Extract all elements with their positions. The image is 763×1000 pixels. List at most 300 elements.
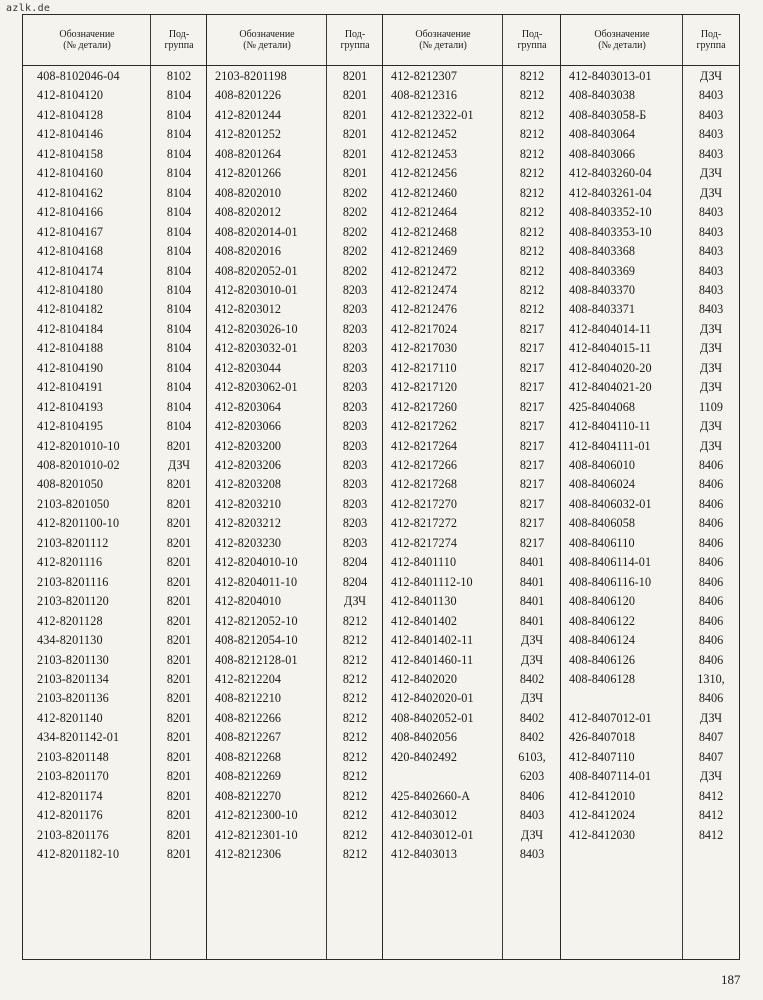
subgroup-cell: 8212 (342, 769, 368, 784)
subgroup-cell: 8201 (166, 691, 192, 706)
subgroup-cell: 8212 (342, 691, 368, 706)
subgroup-cell: 8217 (519, 341, 545, 356)
subgroup-cell: 8212 (342, 749, 368, 764)
subgroup-cell: 8212 (519, 263, 545, 278)
subgroup-cell: 8406 (698, 652, 724, 667)
part-number-cell: 408-8406122 (569, 613, 636, 628)
subgroup-cell: 8203 (342, 496, 368, 511)
subgroup-cell: 8201 (166, 788, 192, 803)
part-number-cell: 408-8212316 (391, 88, 458, 103)
subgroup-cell: ДЗЧ (699, 69, 723, 83)
subgroup-cell: 8201 (166, 769, 192, 784)
part-number-cell: 408-8406110 (569, 535, 635, 550)
subgroup-cell: 8201 (342, 127, 368, 142)
part-number-cell: 408-8406128 (569, 671, 636, 686)
subgroup-cell: 8412 (698, 788, 724, 803)
part-number-cell: 412-8217262 (391, 419, 458, 434)
subgroup-cell: 8104 (166, 244, 192, 259)
part-number-cell: 412-8104190 (37, 360, 104, 375)
part-number-cell: 412-8104146 (37, 127, 104, 142)
part-number-cell: 412-8203230 (215, 535, 282, 550)
part-number-cell: 2103-8201176 (37, 827, 109, 842)
part-number-cell: 412-8407110 (569, 749, 635, 764)
part-number-cell: 420-8402492 (391, 749, 458, 764)
subgroup-cell: 8402 (519, 671, 545, 686)
part-number-cell: 408-8202012 (215, 205, 282, 220)
subgroup-cell: ДЗЧ (699, 419, 723, 434)
subgroup-cell: 8401 (519, 555, 545, 570)
part-number-cell: 412-8201174 (37, 788, 103, 803)
part-number-cell: 412-8403260-04 (569, 166, 652, 181)
part-number-cell: 408-8212270 (215, 788, 282, 803)
part-number-cell: 408-8406120 (569, 594, 636, 609)
part-number-cell: 412-8201266 (215, 166, 282, 181)
subgroup-cell: 8104 (166, 224, 192, 239)
part-number-cell: 412-8104180 (37, 282, 104, 297)
part-number-cell: 412-8201182-10 (37, 847, 120, 861)
subgroup-cell: 8401 (519, 594, 545, 609)
subgroup-cell: 8201 (166, 827, 192, 842)
subgroup-cell: 8201 (166, 749, 192, 764)
part-number-cell: 425-8402660-А (391, 788, 471, 803)
subgroup-cell: 8201 (166, 594, 192, 609)
part-number-cell: 408-8212054-10 (215, 633, 298, 648)
part-number-cell: 412-8104158 (37, 146, 104, 161)
subgroup-cell: 8217 (519, 419, 545, 434)
part-number-cell: 412-8212456 (391, 166, 458, 181)
part-number-cell: 408-8406114-01 (569, 555, 652, 570)
part-number-cell: 412-8201176 (37, 808, 103, 823)
subgroup-cell: 8217 (519, 477, 545, 492)
subgroup-cell: 8212 (519, 146, 545, 161)
part-number-cell: 408-8201050 (37, 477, 104, 492)
part-number-cell: 412-8104162 (37, 185, 104, 200)
subgroup-cell: 8403 (698, 88, 724, 103)
subgroup-cell: 8203 (342, 535, 368, 550)
part-number-cell: 412-8404111-01 (569, 438, 651, 453)
subgroup-cell: 8203 (342, 438, 368, 453)
part-number-cell: 412-8401402 (391, 613, 458, 628)
subgroup-cell: 8212 (519, 127, 545, 142)
subgroup-cell: 8203 (342, 516, 368, 531)
subgroup-cell: ДЗЧ (699, 438, 723, 453)
header-part-number-1: Обозначение (№ детали) (59, 29, 115, 51)
subgroup-cell: 8204 (342, 574, 368, 589)
subgroup-cell: 8406 (698, 633, 724, 648)
subgroup-cell: 8402 (519, 710, 545, 725)
subgroup-cell: 1310, (697, 671, 725, 686)
subgroup-cell: 8217 (519, 516, 545, 531)
subgroup-cell: 8406 (698, 516, 724, 531)
subgroup-cell: 8217 (519, 458, 545, 472)
part-number-cell: 412-8404020-20 (569, 360, 652, 375)
subgroup-cell: ДЗЧ (520, 691, 544, 706)
subgroup-cell: 8203 (342, 282, 368, 297)
subgroup-cell: 8212 (342, 671, 368, 686)
subgroup-cell: 8407 (698, 749, 724, 764)
part-number-cell: 412-8212460 (391, 185, 458, 200)
subgroup-cell: 8217 (519, 496, 545, 511)
part-number-cell: 412-8212476 (391, 302, 458, 317)
subgroup-cell: 8104 (166, 321, 192, 336)
subgroup-cell: ДЗЧ (699, 166, 723, 181)
part-number-cell: 412-8217274 (391, 535, 458, 550)
subgroup-cell: 8403 (698, 107, 724, 122)
subgroup-cell: 8403 (698, 282, 724, 297)
subgroup-cell: 8203 (342, 321, 368, 336)
subgroup-cell: 8403 (519, 847, 545, 861)
part-number-cell: 412-8201010-10 (37, 438, 120, 453)
subgroup-cell: 8201 (166, 671, 192, 686)
part-number-cell: 408-8402056 (391, 730, 458, 745)
subgroup-cell: 8403 (698, 244, 724, 259)
part-number-cell: 412-8403012-01 (391, 827, 474, 842)
subgroup-cell: 8406 (519, 788, 545, 803)
subgroup-cell: 8201 (342, 166, 368, 181)
subgroup-cell: 8201 (166, 438, 192, 453)
part-number-cell: 408-8402052-01 (391, 710, 474, 725)
part-number-cell: 408-8102046-04 (37, 69, 120, 83)
subgroup-cell: 8212 (519, 166, 545, 181)
part-number-cell: 412-8104168 (37, 244, 104, 259)
subgroup-cell: 8406 (698, 477, 724, 492)
part-number-cell: 412-8212052-10 (215, 613, 298, 628)
part-number-cell: 412-8104182 (37, 302, 104, 317)
subgroup-cell: ДЗЧ (520, 652, 544, 667)
part-number-cell: 408-8406126 (569, 652, 636, 667)
part-number-cell: 412-8407012-01 (569, 710, 652, 725)
subgroup-cell: 8104 (166, 419, 192, 434)
subgroup-cell: 8104 (166, 302, 192, 317)
subgroup-cell: ДЗЧ (343, 594, 367, 609)
part-number-cell: 412-8401460-11 (391, 652, 474, 667)
part-number-cell: 412-8217260 (391, 399, 458, 414)
subgroup-cell: 8217 (519, 380, 545, 395)
subgroup-cell: 8201 (342, 69, 368, 83)
subgroup-cell: 8104 (166, 282, 192, 297)
part-number-cell: 2103-8201050 (37, 496, 110, 511)
part-number-cell: 2103-8201112 (37, 535, 109, 550)
part-number-cell: 412-8201116 (37, 555, 103, 570)
part-number-cell: 412-8217270 (391, 496, 458, 511)
part-number-cell: 412-8104174 (37, 263, 104, 278)
subgroup-cell: 8217 (519, 321, 545, 336)
part-number-cell: 412-8203208 (215, 477, 282, 492)
part-number-cell: 412-8212474 (391, 282, 458, 297)
part-number-cell: 425-8404068 (569, 399, 636, 414)
part-number-cell: 412-8212322-01 (391, 107, 474, 122)
subgroup-cell: 8104 (166, 263, 192, 278)
part-number-cell: 412-8401110 (391, 555, 457, 570)
part-number-cell: 412-8204010 (215, 594, 282, 609)
subgroup-cell (683, 845, 739, 864)
part-number-cell: 408-8403353-10 (569, 224, 652, 239)
part-number-cell: 412-8201128 (37, 613, 103, 628)
part-number-cell: 408-8202010 (215, 185, 282, 200)
subgroup-cell: 8212 (519, 107, 545, 122)
subgroup-cell: 8406 (698, 691, 724, 706)
part-number-cell: 2103-8201120 (37, 594, 109, 609)
subgroup-cell: 8212 (342, 730, 368, 745)
part-number-cell: 408-8403038 (569, 88, 636, 103)
part-number-cell: 408-8212210 (215, 691, 282, 706)
subgroup-cell: 8203 (342, 399, 368, 414)
subgroup-cell: 8212 (342, 652, 368, 667)
subgroup-cell: 8212 (342, 808, 368, 823)
part-number-cell: 412-8403013-01 (569, 69, 652, 83)
subgroup-cell: 8217 (519, 399, 545, 414)
part-number-cell: 2103-8201170 (37, 769, 109, 784)
part-number-cell: 412-8201252 (215, 127, 282, 142)
part-number-cell: 408-8407114-01 (569, 769, 652, 784)
subgroup-cell: 8212 (519, 224, 545, 239)
subgroup-cell: 8403 (698, 263, 724, 278)
header-subgroup-2: Под- группа (340, 29, 370, 51)
header-part-number-3: Обозначение (№ детали) (415, 29, 471, 51)
subgroup-cell: 8104 (166, 399, 192, 414)
subgroup-cell: 8104 (166, 360, 192, 375)
part-number-cell: 408-8201226 (215, 88, 282, 103)
subgroup-cell: 8202 (342, 224, 368, 239)
part-number-cell: 412-8104188 (37, 341, 104, 356)
part-number-cell: 426-8407018 (569, 730, 636, 745)
part-number-cell: 412-8203010-01 (215, 282, 298, 297)
subgroup-cell: 8201 (166, 555, 192, 570)
subgroup-cell: 8201 (342, 88, 368, 103)
part-number-cell: 412-8212307 (391, 69, 458, 83)
subgroup-cell: 8201 (166, 652, 192, 667)
part-number-cell: 408-8403371 (569, 302, 636, 317)
subgroup-cell: 8212 (519, 205, 545, 220)
subgroup-cell: 8403 (698, 205, 724, 220)
part-number-cell: 408-8403064 (569, 127, 636, 142)
subgroup-cell: ДЗЧ (699, 185, 723, 200)
subgroup-cell: 8212 (342, 633, 368, 648)
subgroup-cell: ДЗЧ (520, 633, 544, 648)
subgroup-cell: 8104 (166, 341, 192, 356)
part-number-cell: 408-8403368 (569, 244, 636, 259)
part-number-cell: 412-8212468 (391, 224, 458, 239)
part-number-cell: 412-8212472 (391, 263, 458, 278)
subgroup-cell: 6203 (519, 769, 545, 784)
subgroup-cell: 8212 (519, 185, 545, 200)
part-number-cell: 408-8202014-01 (215, 224, 298, 239)
subgroup-cell: 8217 (519, 360, 545, 375)
subgroup-cell: 8403 (698, 146, 724, 161)
subgroup-cell: 8403 (698, 224, 724, 239)
part-number-cell: 408-8406124 (569, 633, 636, 648)
part-number-cell: 408-8212268 (215, 749, 282, 764)
part-number-cell: 412-8402020-01 (391, 691, 474, 706)
subgroup-cell: 8201 (166, 574, 192, 589)
part-number-cell: 412-8203062-01 (215, 380, 298, 395)
subgroup-cell: 8201 (166, 633, 192, 648)
subgroup-cell: ДЗЧ (699, 360, 723, 375)
part-number-cell: 412-8212453 (391, 146, 458, 161)
subgroup-cell: 8201 (166, 808, 192, 823)
part-number-cell: 408-8212266 (215, 710, 282, 725)
part-number-cell: 408-8202016 (215, 244, 282, 259)
part-number-cell: 408-8403370 (569, 282, 636, 297)
subgroup-cell: 8201 (166, 730, 192, 745)
part-number-cell: 412-8203212 (215, 516, 282, 531)
part-number-cell: 2103-8201136 (37, 691, 109, 706)
subgroup-cell: 8104 (166, 380, 192, 395)
subgroup-cell: 8203 (342, 341, 368, 356)
part-number-cell: 408-8406024 (569, 477, 636, 492)
subgroup-cell: 8204 (342, 555, 368, 570)
parts-index-table (22, 14, 740, 960)
part-number-cell: 412-8204011-10 (215, 574, 298, 589)
subgroup-cell: 8403 (698, 302, 724, 317)
header-divider (23, 65, 739, 66)
part-number-cell: 408-8403058-Б (569, 107, 647, 122)
part-number-cell: 412-8201140 (37, 710, 103, 725)
subgroup-cell: 8212 (519, 302, 545, 317)
subgroup-cell: 8102 (166, 69, 192, 83)
header-part-number-2: Обозначение (№ детали) (239, 29, 295, 51)
part-number-cell: 412-8217030 (391, 341, 458, 356)
subgroup-cell: ДЗЧ (520, 827, 544, 842)
part-number-cell: 412-8403012 (391, 808, 458, 823)
subgroup-cell: ДЗЧ (699, 341, 723, 356)
subgroup-cell: 8104 (166, 205, 192, 220)
part-number-cell: 408-8212267 (215, 730, 282, 745)
subgroup-cell: 8403 (698, 127, 724, 142)
part-number-cell: 412-8217272 (391, 516, 458, 531)
subgroup-cell: 8212 (342, 847, 368, 861)
part-number-cell: 412-8104167 (37, 224, 104, 239)
subgroup-cell: 8406 (698, 574, 724, 589)
subgroup-cell: 8104 (166, 107, 192, 122)
part-number-cell: 408-8212128-01 (215, 652, 298, 667)
part-number-cell: 408-8201010-02 (37, 458, 120, 472)
subgroup-cell: 8212 (342, 827, 368, 842)
subgroup-cell: 8203 (342, 458, 368, 472)
subgroup-cell: 8406 (698, 496, 724, 511)
part-number-cell: 412-8401112-10 (391, 574, 473, 589)
part-number-cell: 412-8203210 (215, 496, 282, 511)
part-number-cell: 412-8203206 (215, 458, 282, 472)
subgroup-cell: 8212 (342, 613, 368, 628)
part-number-cell: 412-8217264 (391, 438, 458, 453)
subgroup-cell: 8402 (519, 730, 545, 745)
part-number-cell: 412-8104193 (37, 399, 104, 414)
part-number-cell: 412-8104166 (37, 205, 104, 220)
subgroup-cell: 8401 (519, 613, 545, 628)
subgroup-cell: ДЗЧ (699, 769, 723, 784)
part-number-cell: 412-8203200 (215, 438, 282, 453)
part-number-cell: 412-8201100-10 (37, 516, 120, 531)
subgroup-cell: 8212 (519, 244, 545, 259)
subgroup-cell: 8406 (698, 535, 724, 550)
part-number-cell: 412-8412024 (569, 808, 636, 823)
subgroup-cell: 8401 (519, 574, 545, 589)
subgroup-cell: 8202 (342, 244, 368, 259)
part-number-cell: 412-8404015-11 (569, 341, 652, 356)
part-number-cell: 412-8412030 (569, 827, 636, 842)
subgroup-cell: 8104 (166, 146, 192, 161)
part-number-cell: 412-8212306 (215, 847, 282, 861)
part-number-cell: 412-8104160 (37, 166, 104, 181)
subgroup-cell: ДЗЧ (167, 458, 191, 472)
subgroup-cell: ДЗЧ (699, 321, 723, 336)
subgroup-cell: 8406 (698, 594, 724, 609)
part-number-cell: 408-8403066 (569, 146, 636, 161)
part-number-cell: 412-8402020 (391, 671, 458, 686)
part-number-cell: 412-8104195 (37, 419, 104, 434)
subgroup-cell: 8406 (698, 458, 724, 472)
part-number-cell: 412-8217268 (391, 477, 458, 492)
subgroup-cell: 8201 (166, 496, 192, 511)
part-number-cell: 412-8212464 (391, 205, 458, 220)
part-number-cell: 412-8212204 (215, 671, 282, 686)
part-number-cell: 412-8403261-04 (569, 185, 652, 200)
part-number-cell: 408-8406058 (569, 516, 636, 531)
subgroup-cell: 8212 (519, 282, 545, 297)
subgroup-cell: 8104 (166, 88, 192, 103)
subgroup-cell: 8212 (342, 710, 368, 725)
part-number-cell: 412-8212452 (391, 127, 458, 142)
part-number-cell: 408-8201264 (215, 146, 282, 161)
subgroup-cell: 8201 (166, 847, 192, 861)
part-number-cell: 412-8203066 (215, 419, 282, 434)
part-number-cell: 412-8204010-10 (215, 555, 298, 570)
page-number: 187 (721, 972, 741, 987)
subgroup-cell: 8203 (342, 360, 368, 375)
part-number-cell: 408-8403369 (569, 263, 636, 278)
part-number-cell: 412-8104184 (37, 321, 104, 336)
subgroup-cell: 8201 (166, 516, 192, 531)
header-subgroup-4: Под- группа (696, 29, 726, 51)
part-number-cell: 412-8104120 (37, 88, 104, 103)
subgroup-cell: 8217 (519, 535, 545, 550)
header-subgroup-3: Под- группа (517, 29, 547, 51)
subgroup-cell: 8201 (342, 107, 368, 122)
part-number-cell: 2103-8201148 (37, 749, 109, 764)
subgroup-cell: 8203 (342, 419, 368, 434)
subgroup-cell: 8203 (342, 477, 368, 492)
part-number-cell: 412-8203026-10 (215, 321, 298, 336)
part-number-cell: 412-8212301-10 (215, 827, 298, 842)
header-subgroup-1: Под- группа (164, 29, 194, 51)
subgroup-cell: 8104 (166, 166, 192, 181)
subgroup-cell: 8202 (342, 263, 368, 278)
subgroup-cell: 8406 (698, 613, 724, 628)
subgroup-cell: 8412 (698, 808, 724, 823)
subgroup-cell: 8203 (342, 380, 368, 395)
part-number-cell: 412-8401130 (391, 594, 457, 609)
part-number-cell: 2103-8201116 (37, 574, 109, 589)
subgroup-cell: 8412 (698, 827, 724, 842)
subgroup-cell: 8202 (342, 185, 368, 200)
part-number-cell: 412-8203032-01 (215, 341, 298, 356)
part-number-cell: 412-8217024 (391, 321, 458, 336)
subgroup-cell: ДЗЧ (699, 710, 723, 725)
subgroup-cell: 8203 (342, 302, 368, 317)
part-number-cell: 412-8212469 (391, 244, 458, 259)
subgroup-cell: 1109 (699, 399, 723, 414)
part-number-cell: 408-8406010 (569, 458, 636, 472)
part-number-cell: 2103-8201198 (215, 69, 287, 83)
subgroup-cell: 8104 (166, 185, 192, 200)
part-number-cell: 2103-8201134 (37, 671, 109, 686)
subgroup-cell: 8104 (166, 127, 192, 142)
part-number-cell: 412-8104128 (37, 107, 104, 122)
part-number-cell: 412-8403013 (391, 847, 458, 861)
part-number-cell: 412-8217266 (391, 458, 458, 472)
part-number-cell: 412-8401402-11 (391, 633, 474, 648)
